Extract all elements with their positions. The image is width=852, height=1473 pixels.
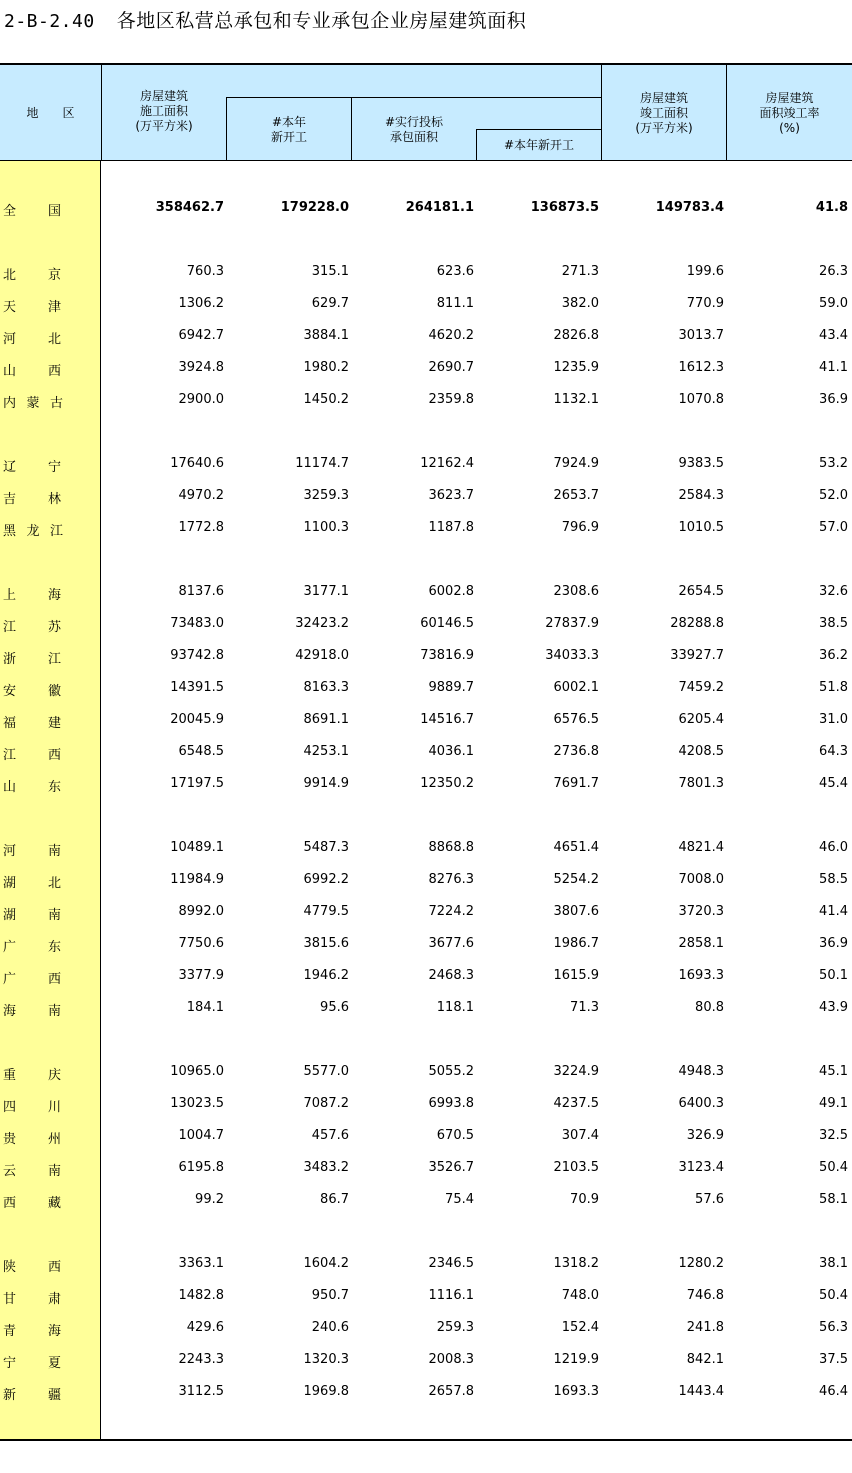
cell-value: 9889.7: [428, 680, 474, 695]
cell-value: 4948.3: [678, 1064, 724, 1079]
cell-value: 2657.8: [428, 1384, 474, 1399]
cell-value: 53.2: [819, 456, 848, 471]
region-name: 上 海: [3, 588, 61, 603]
cell-value: 1070.8: [678, 392, 724, 407]
table-row: [0, 680, 852, 700]
cell-value: 7750.6: [178, 936, 224, 951]
cell-value: 1443.4: [678, 1384, 724, 1399]
table-row: [0, 360, 852, 380]
cell-value: 6002.1: [553, 680, 599, 695]
cell-value: 4237.5: [553, 1096, 599, 1111]
table-row: [0, 488, 852, 508]
table-row: [0, 616, 852, 636]
cell-value: 2826.8: [553, 328, 599, 343]
cell-value: 3807.6: [553, 904, 599, 919]
cell-value: 71.3: [570, 1000, 599, 1015]
table-row: [0, 840, 852, 860]
cell-value: 670.5: [436, 1128, 474, 1143]
cell-value: 1612.3: [678, 360, 724, 375]
region-name: 内 蒙 古: [3, 396, 63, 411]
cell-value: 8163.3: [303, 680, 349, 695]
table-row: [0, 1128, 852, 1148]
region-name: 陕 西: [3, 1260, 61, 1275]
cell-value: 52.0: [819, 488, 848, 503]
cell-value: 1116.1: [428, 1288, 474, 1303]
table-header: [0, 63, 852, 161]
region-name: 山 东: [3, 780, 61, 795]
header-region: 地 区: [26, 105, 75, 120]
cell-value: 199.6: [686, 264, 724, 279]
cell-value: 1450.2: [303, 392, 349, 407]
cell-value: 240.6: [311, 1320, 349, 1335]
cell-value: 4036.1: [428, 744, 474, 759]
cell-value: 3483.2: [303, 1160, 349, 1175]
cell-value: 1187.8: [428, 520, 474, 535]
cell-value: 1693.3: [553, 1384, 599, 1399]
cell-value: 95.6: [320, 1000, 349, 1015]
table-row: [0, 904, 852, 924]
page-title: [4, 6, 526, 33]
region-name: 全 国: [3, 204, 61, 219]
cell-value: 1219.9: [553, 1352, 599, 1367]
cell-value: 2103.5: [553, 1160, 599, 1175]
cell-value: 42918.0: [295, 648, 349, 663]
cell-value: 4208.5: [678, 744, 724, 759]
region-name: 天 津: [3, 300, 61, 315]
cell-value: 14516.7: [420, 712, 474, 727]
cell-value: 12162.4: [420, 456, 474, 471]
cell-value: 80.8: [695, 1000, 724, 1015]
cell-value: 429.6: [186, 1320, 224, 1335]
cell-value: 2858.1: [678, 936, 724, 951]
cell-value: 31.0: [819, 712, 848, 727]
cell-value: 2584.3: [678, 488, 724, 503]
region-name: 黑 龙 江: [3, 524, 63, 539]
cell-value: 75.4: [445, 1192, 474, 1207]
table-row: [0, 1320, 852, 1340]
cell-value: 99.2: [195, 1192, 224, 1207]
table-row: [0, 1192, 852, 1212]
cell-value: 271.3: [561, 264, 599, 279]
cell-value: 7459.2: [678, 680, 724, 695]
cell-value: 5487.3: [303, 840, 349, 855]
table-row: [0, 648, 852, 668]
cell-value: 27837.9: [545, 616, 599, 631]
region-name: 安 徽: [3, 684, 61, 699]
region-name: 宁 夏: [3, 1356, 61, 1371]
cell-value: 3924.8: [178, 360, 224, 375]
region-name: 山 西: [3, 364, 61, 379]
cell-value: 3177.1: [303, 584, 349, 599]
cell-value: 41.8: [815, 200, 848, 215]
cell-value: 3112.5: [178, 1384, 224, 1399]
cell-value: 50.4: [819, 1160, 848, 1175]
cell-value: 1772.8: [178, 520, 224, 535]
cell-value: 46.4: [819, 1384, 848, 1399]
cell-value: 4651.4: [553, 840, 599, 855]
cell-value: 6548.5: [178, 744, 224, 759]
cell-value: 4970.2: [178, 488, 224, 503]
table-row: [0, 1352, 852, 1372]
cell-value: 50.1: [819, 968, 848, 983]
cell-value: 6400.3: [678, 1096, 724, 1111]
cell-value: 36.9: [819, 392, 848, 407]
region-name: 辽 宁: [3, 460, 61, 475]
table-row: [0, 392, 852, 412]
cell-value: 49.1: [819, 1096, 848, 1111]
cell-value: 2308.6: [553, 584, 599, 599]
cell-value: 4821.4: [678, 840, 724, 855]
cell-value: 1969.8: [303, 1384, 349, 1399]
cell-value: 241.8: [686, 1320, 724, 1335]
table-row: [0, 1096, 852, 1116]
cell-value: 4779.5: [303, 904, 349, 919]
cell-value: 1318.2: [553, 1256, 599, 1271]
cell-value: 2690.7: [428, 360, 474, 375]
cell-value: 9914.9: [303, 776, 349, 791]
table-row: [0, 1000, 852, 1020]
region-name: 河 南: [3, 844, 61, 859]
cell-value: 11984.9: [170, 872, 224, 887]
table-row: [0, 264, 852, 284]
header-bid-new-start: #本年新开工: [503, 138, 575, 152]
cell-value: 33927.7: [670, 648, 724, 663]
cell-value: 8992.0: [178, 904, 224, 919]
cell-value: 7224.2: [428, 904, 474, 919]
region-name: 广 东: [3, 940, 61, 955]
table-row: [0, 200, 852, 220]
cell-value: 457.6: [311, 1128, 349, 1143]
cell-value: 1280.2: [678, 1256, 724, 1271]
cell-value: 2900.0: [178, 392, 224, 407]
cell-value: 20045.9: [170, 712, 224, 727]
cell-value: 3884.1: [303, 328, 349, 343]
cell-value: 38.5: [819, 616, 848, 631]
cell-value: 8276.3: [428, 872, 474, 887]
cell-value: 1604.2: [303, 1256, 349, 1271]
cell-value: 179228.0: [280, 200, 349, 215]
cell-value: 2468.3: [428, 968, 474, 983]
cell-value: 45.1: [819, 1064, 848, 1079]
cell-value: 9383.5: [678, 456, 724, 471]
cell-value: 38.1: [819, 1256, 848, 1271]
table-row: [0, 520, 852, 540]
cell-value: 41.1: [819, 360, 848, 375]
cell-value: 70.9: [570, 1192, 599, 1207]
cell-value: 73816.9: [420, 648, 474, 663]
cell-value: 1946.2: [303, 968, 349, 983]
cell-value: 629.7: [311, 296, 349, 311]
cell-value: 2736.8: [553, 744, 599, 759]
cell-value: 149783.4: [655, 200, 724, 215]
cell-value: 1100.3: [303, 520, 349, 535]
cell-value: 3259.3: [303, 488, 349, 503]
cell-value: 3123.4: [678, 1160, 724, 1175]
cell-value: 4253.1: [303, 744, 349, 759]
table-code: 2-B-2.40: [4, 11, 95, 32]
cell-value: 60146.5: [420, 616, 474, 631]
table-row: [0, 1384, 852, 1404]
cell-value: 1482.8: [178, 1288, 224, 1303]
cell-value: 41.4: [819, 904, 848, 919]
cell-value: 1306.2: [178, 296, 224, 311]
cell-value: 8137.6: [178, 584, 224, 599]
cell-value: 3623.7: [428, 488, 474, 503]
region-name: 云 南: [3, 1164, 61, 1179]
table-row: [0, 296, 852, 316]
cell-value: 3677.6: [428, 936, 474, 951]
region-name: 北 京: [3, 268, 61, 283]
header-new-start: #本年 新开工: [270, 114, 307, 144]
cell-value: 59.0: [819, 296, 848, 311]
cell-value: 950.7: [311, 1288, 349, 1303]
cell-value: 2359.8: [428, 392, 474, 407]
table-row: [0, 1160, 852, 1180]
cell-value: 4620.2: [428, 328, 474, 343]
cell-value: 37.5: [819, 1352, 848, 1367]
table-row: [0, 328, 852, 348]
table-row: [0, 872, 852, 892]
cell-value: 32.5: [819, 1128, 848, 1143]
cell-value: 136873.5: [530, 200, 599, 215]
cell-value: 7087.2: [303, 1096, 349, 1111]
table-row: [0, 1288, 852, 1308]
table-row: [0, 584, 852, 604]
cell-value: 3363.1: [178, 1256, 224, 1271]
cell-value: 73483.0: [170, 616, 224, 631]
table-row: [0, 776, 852, 796]
cell-value: 51.8: [819, 680, 848, 695]
header-construction-area: 房屋建筑 施工面积 (万平方米): [135, 89, 193, 133]
cell-value: 12350.2: [420, 776, 474, 791]
cell-value: 43.4: [819, 328, 848, 343]
cell-value: 811.1: [436, 296, 474, 311]
cell-value: 1235.9: [553, 360, 599, 375]
cell-value: 1615.9: [553, 968, 599, 983]
table-title: 各地区私营总承包和专业承包企业房屋建筑面积: [116, 10, 527, 32]
cell-value: 43.9: [819, 1000, 848, 1015]
header-completed-area: 房屋建筑 竣工面积 (万平方米): [635, 90, 693, 135]
region-name: 福 建: [3, 716, 61, 731]
cell-value: 152.4: [561, 1320, 599, 1335]
cell-value: 45.4: [819, 776, 848, 791]
region-name: 甘 肃: [3, 1292, 61, 1307]
cell-value: 64.3: [819, 744, 848, 759]
cell-value: 28288.8: [670, 616, 724, 631]
cell-value: 358462.7: [155, 200, 224, 215]
cell-value: 26.3: [819, 264, 848, 279]
region-name: 河 北: [3, 332, 61, 347]
region-name: 吉 林: [3, 492, 61, 507]
cell-value: 6002.8: [428, 584, 474, 599]
cell-value: 10489.1: [170, 840, 224, 855]
cell-value: 3526.7: [428, 1160, 474, 1175]
cell-value: 1132.1: [553, 392, 599, 407]
cell-value: 6205.4: [678, 712, 724, 727]
region-name: 海 南: [3, 1004, 61, 1019]
region-name: 湖 北: [3, 876, 61, 891]
cell-value: 93742.8: [170, 648, 224, 663]
cell-value: 5254.2: [553, 872, 599, 887]
table-row: [0, 456, 852, 476]
cell-value: 842.1: [686, 1352, 724, 1367]
header-completion-rate: 房屋建筑 面积竣工率 (%): [759, 90, 820, 135]
cell-value: 10965.0: [170, 1064, 224, 1079]
cell-value: 14391.5: [170, 680, 224, 695]
cell-value: 2008.3: [428, 1352, 474, 1367]
cell-value: 5055.2: [428, 1064, 474, 1079]
cell-value: 7008.0: [678, 872, 724, 887]
cell-value: 8691.1: [303, 712, 349, 727]
table-row: [0, 1256, 852, 1276]
region-name: 四 川: [3, 1100, 61, 1115]
cell-value: 3720.3: [678, 904, 724, 919]
cell-value: 623.6: [436, 264, 474, 279]
region-name: 浙 江: [3, 652, 61, 667]
cell-value: 3224.9: [553, 1064, 599, 1079]
cell-value: 56.3: [819, 1320, 848, 1335]
cell-value: 6195.8: [178, 1160, 224, 1175]
region-name: 贵 州: [3, 1132, 61, 1147]
cell-value: 6576.5: [553, 712, 599, 727]
cell-value: 32.6: [819, 584, 848, 599]
cell-value: 1986.7: [553, 936, 599, 951]
table-row: [0, 744, 852, 764]
cell-value: 57.0: [819, 520, 848, 535]
region-column-bg: [0, 161, 101, 1440]
cell-value: 36.9: [819, 936, 848, 951]
cell-value: 264181.1: [405, 200, 474, 215]
region-name: 西 藏: [3, 1196, 61, 1211]
cell-value: 13023.5: [170, 1096, 224, 1111]
cell-value: 796.9: [561, 520, 599, 535]
cell-value: 8868.8: [428, 840, 474, 855]
table-bottom-rule: [0, 1439, 852, 1441]
region-name: 江 苏: [3, 620, 61, 635]
cell-value: 1320.3: [303, 1352, 349, 1367]
cell-value: 17197.5: [170, 776, 224, 791]
table-row: [0, 1064, 852, 1084]
cell-value: 1004.7: [178, 1128, 224, 1143]
cell-value: 3377.9: [178, 968, 224, 983]
cell-value: 1980.2: [303, 360, 349, 375]
region-name: 广 西: [3, 972, 61, 987]
cell-value: 50.4: [819, 1288, 848, 1303]
cell-value: 1693.3: [678, 968, 724, 983]
cell-value: 326.9: [686, 1128, 724, 1143]
region-name: 新 疆: [3, 1388, 61, 1403]
cell-value: 2346.5: [428, 1256, 474, 1271]
cell-value: 6993.8: [428, 1096, 474, 1111]
cell-value: 6942.7: [178, 328, 224, 343]
cell-value: 746.8: [686, 1288, 724, 1303]
region-name: 江 西: [3, 748, 61, 763]
cell-value: 46.0: [819, 840, 848, 855]
region-name: 重 庆: [3, 1068, 61, 1083]
cell-value: 118.1: [436, 1000, 474, 1015]
cell-value: 760.3: [186, 264, 224, 279]
region-name: 青 海: [3, 1324, 61, 1339]
cell-value: 748.0: [561, 1288, 599, 1303]
cell-value: 36.2: [819, 648, 848, 663]
table-row: [0, 936, 852, 956]
cell-value: 184.1: [186, 1000, 224, 1015]
cell-value: 315.1: [311, 264, 349, 279]
cell-value: 259.3: [436, 1320, 474, 1335]
cell-value: 34033.3: [545, 648, 599, 663]
cell-value: 7691.7: [553, 776, 599, 791]
cell-value: 32423.2: [295, 616, 349, 631]
cell-value: 11174.7: [295, 456, 349, 471]
cell-value: 770.9: [686, 296, 724, 311]
cell-value: 6992.2: [303, 872, 349, 887]
cell-value: 2243.3: [178, 1352, 224, 1367]
region-name: 湖 南: [3, 908, 61, 923]
table-row: [0, 712, 852, 732]
cell-value: 3815.6: [303, 936, 349, 951]
cell-value: 382.0: [561, 296, 599, 311]
cell-value: 58.1: [819, 1192, 848, 1207]
cell-value: 57.6: [695, 1192, 724, 1207]
cell-value: 58.5: [819, 872, 848, 887]
cell-value: 86.7: [320, 1192, 349, 1207]
cell-value: 3013.7: [678, 328, 724, 343]
cell-value: 7924.9: [553, 456, 599, 471]
header-bid-area-label: #实行投标 承包面积: [384, 114, 444, 144]
cell-value: 2654.5: [678, 584, 724, 599]
cell-value: 1010.5: [678, 520, 724, 535]
table-row: [0, 968, 852, 988]
cell-value: 7801.3: [678, 776, 724, 791]
cell-value: 307.4: [561, 1128, 599, 1143]
cell-value: 2653.7: [553, 488, 599, 503]
cell-value: 17640.6: [170, 456, 224, 471]
cell-value: 5577.0: [303, 1064, 349, 1079]
